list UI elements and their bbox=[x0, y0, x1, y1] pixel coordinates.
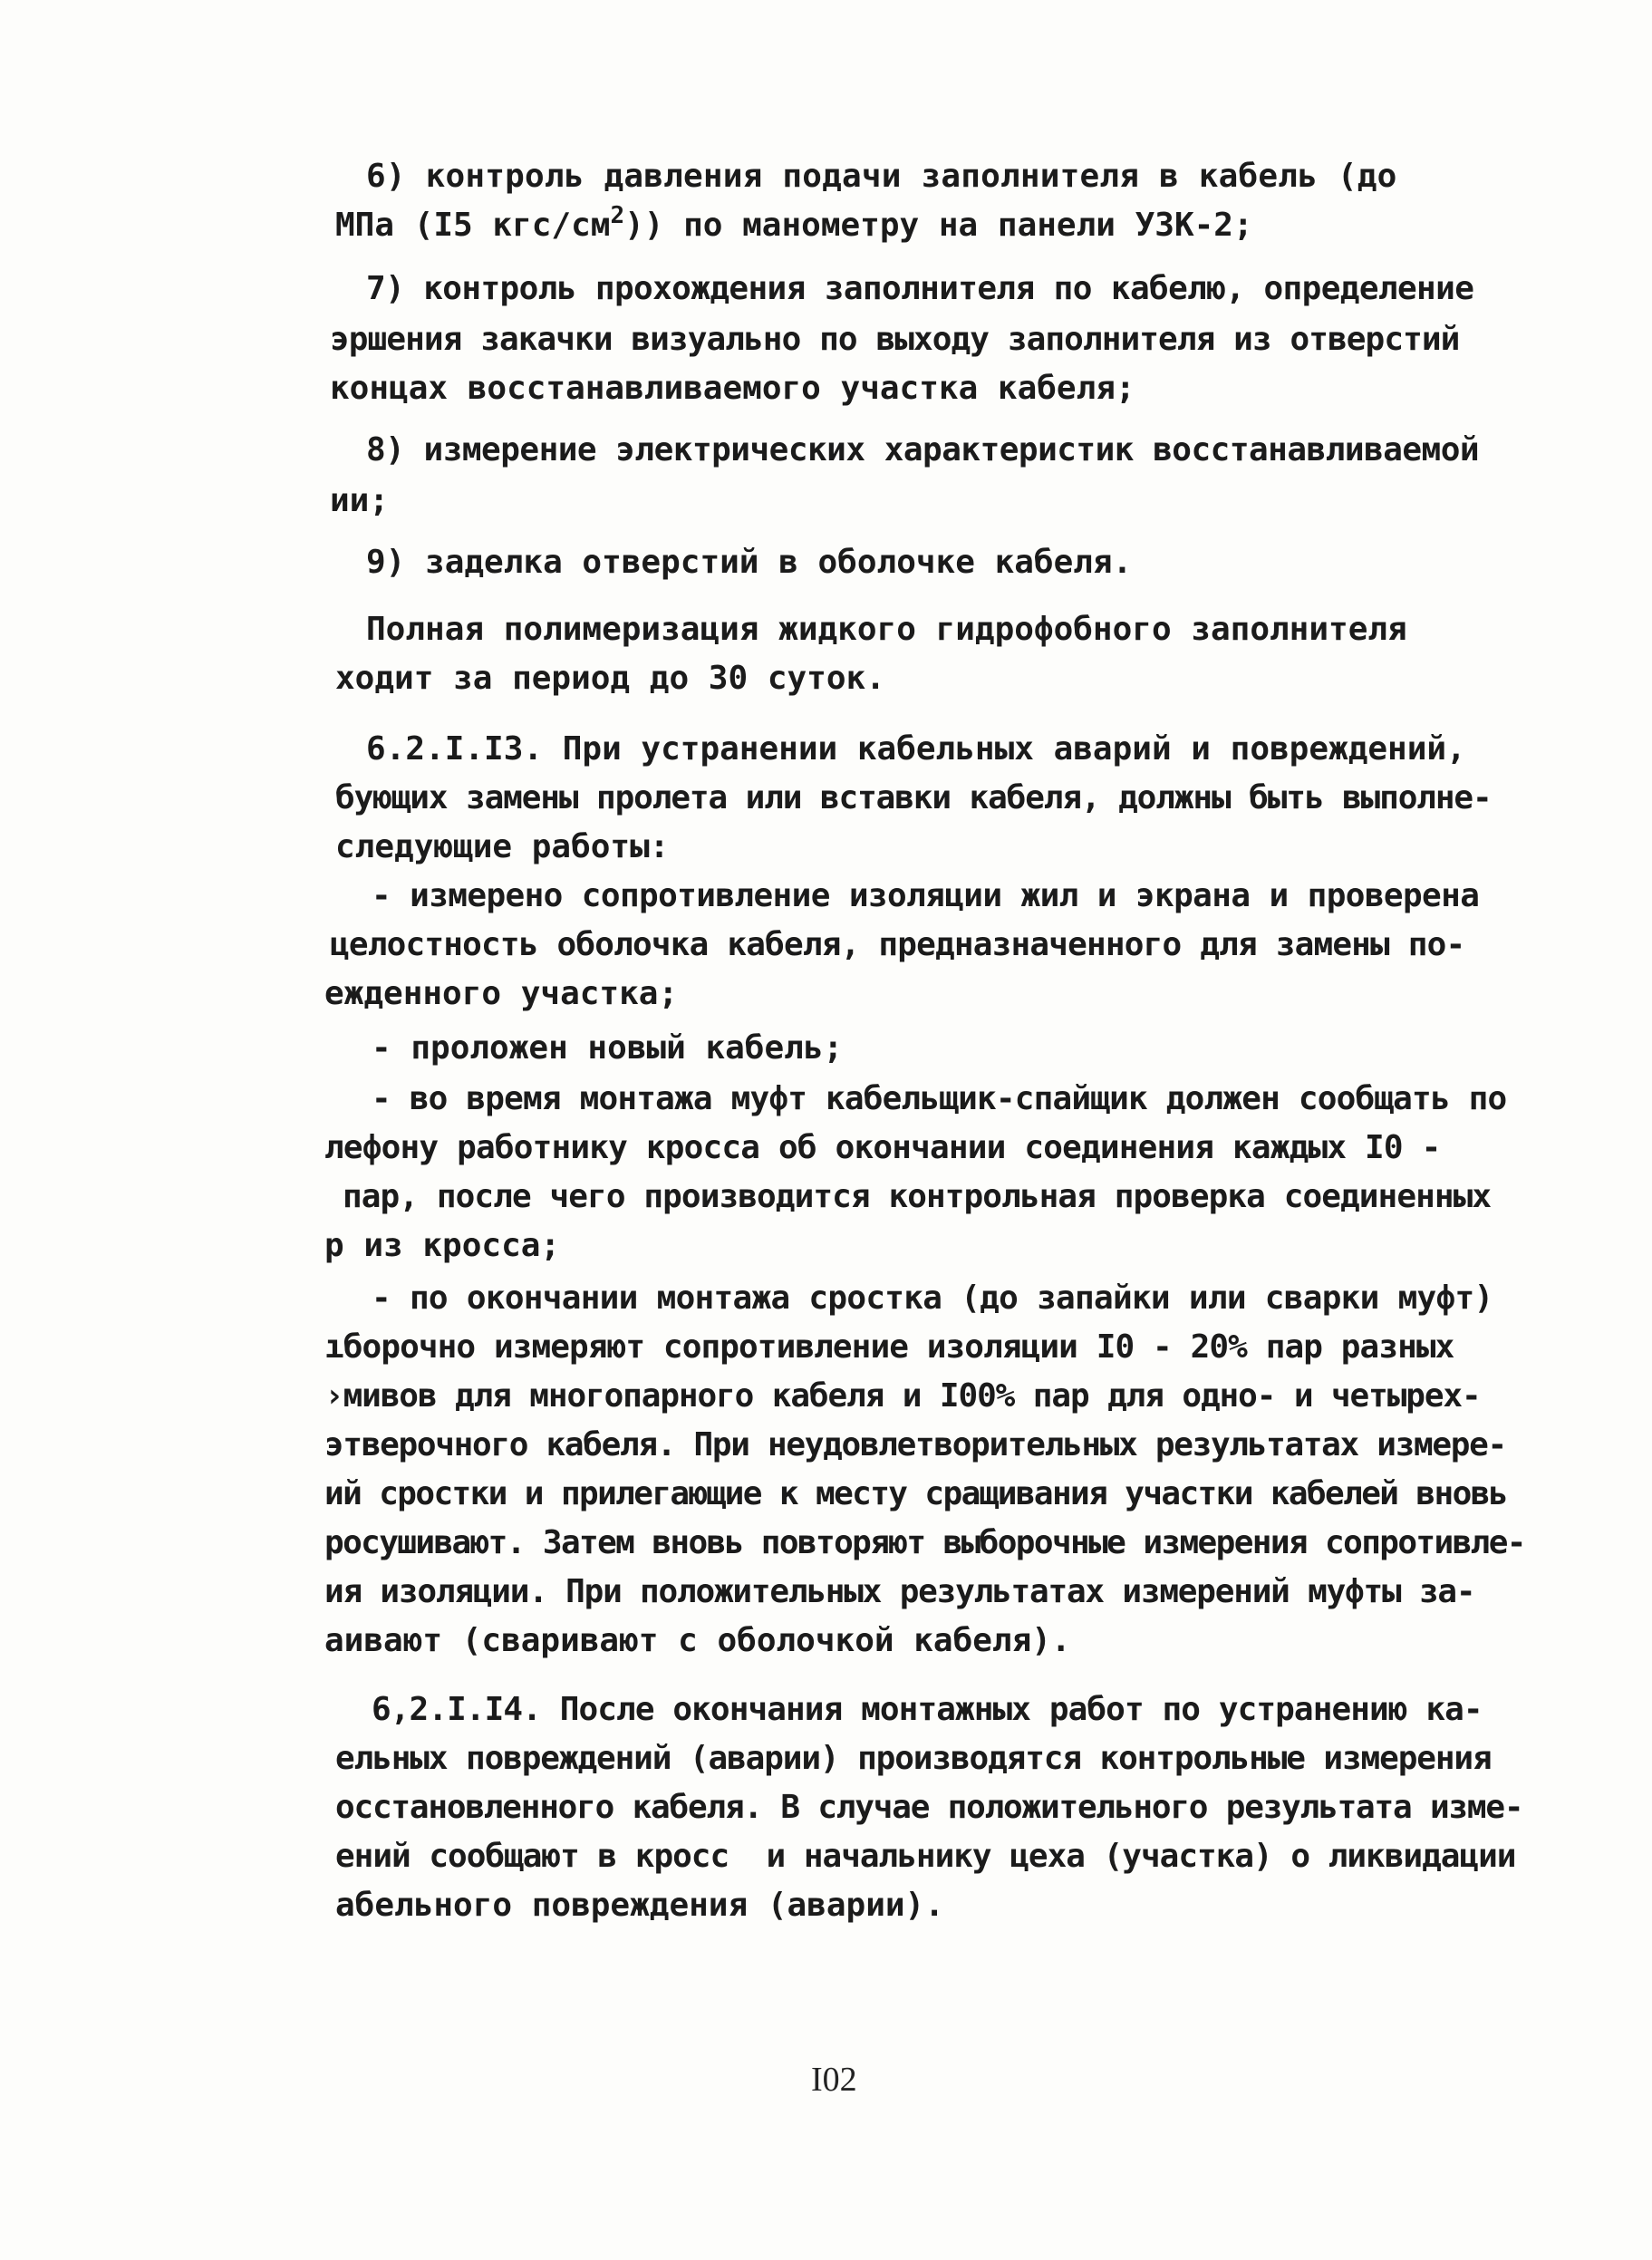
text-line: ии; bbox=[330, 482, 390, 519]
text-fragment: МПа (I5 кгс/см bbox=[335, 207, 611, 244]
text-line: 6) контроль давления подачи заполнителя в кабель (до bbox=[366, 158, 1397, 195]
text-line: следующие работы: bbox=[335, 828, 670, 865]
text-line bbox=[335, 201, 1253, 250]
text-line: пар, после чего производится контрольная проверка соединенных bbox=[343, 1178, 1492, 1215]
text-line: ›мивов для многопарного кабеля и I00% пар для одно- и четырех- bbox=[324, 1377, 1481, 1415]
text-line: 6.2.I.I3. При устранении кабельных аварий и повреждений, bbox=[366, 730, 1466, 768]
text-line: - во время монтажа муфт кабельщик-спайщик должен сообщать по bbox=[372, 1080, 1507, 1117]
superscript: 2 bbox=[610, 202, 625, 229]
text-line: целостность оболочка кабеля, предназначенного для замены по- bbox=[330, 926, 1465, 963]
text-line: эршения закачки визуально по выходу заполнителя из отверстий bbox=[330, 321, 1460, 358]
text-line: - по окончании монтажа сростка (до запайки или сварки муфт) bbox=[372, 1280, 1493, 1317]
text-line: - проложен новый кабель; bbox=[372, 1029, 844, 1067]
text-line: росушивают. Затем вновь повторяют выборочные измерения сопротивле- bbox=[324, 1524, 1525, 1561]
text-line: бующих замены пролета или вставки кабеля, должны быть выполне- bbox=[335, 779, 1492, 816]
text-line: 8) измерение электрических характеристик восстанавливаемой bbox=[366, 431, 1480, 468]
text-fragment: )) по манометру на панели УЗК-2; bbox=[624, 207, 1253, 244]
text-line: ельных повреждений (аварии) производятся контрольные измерения bbox=[335, 1740, 1492, 1777]
text-line: аивают (сваривают с оболочкой кабеля). bbox=[324, 1622, 1071, 1659]
text-line: ия изоляции. При положительных результатах измерений муфты за- bbox=[324, 1573, 1475, 1610]
text-line: р из кросса; bbox=[324, 1227, 561, 1264]
text-line: ежденного участка; bbox=[324, 975, 679, 1012]
text-line: ий сростки и прилегающие к месту сращивания участки кабелей вновь bbox=[324, 1475, 1507, 1512]
text-line: ходит за период до 30 суток. bbox=[335, 660, 885, 697]
text-line: лефону работнику кросса об окончании соединения каждых I0 - bbox=[324, 1129, 1441, 1166]
text-line: концах восстанавливаемого участка кабеля; bbox=[330, 370, 1135, 407]
text-line: ений сообщают в кросс и начальнику цеха (участка) о ликвидации bbox=[335, 1838, 1516, 1875]
text-line: - измерено сопротивление изоляции жил и экрана и проверена bbox=[372, 877, 1480, 914]
text-line: осстановленного кабеля. В случае положительного результата изме- bbox=[335, 1789, 1523, 1826]
text-line: этверочного кабеля. При неудовлетворительных результатах измере- bbox=[324, 1426, 1506, 1463]
text-line: Полная полимеризация жидкого гидрофобного заполнителя bbox=[366, 611, 1407, 648]
text-line: 7) контроль прохождения заполнителя по кабелю, определение bbox=[366, 270, 1474, 307]
text-line: абельного повреждения (аварии). bbox=[335, 1887, 944, 1924]
text-line: ıборочно измеряют сопротивление изоляции I0 - 20% пар разных bbox=[324, 1328, 1454, 1366]
page-number: I02 bbox=[811, 2061, 857, 2099]
text-line: 9) заделка отверстий в оболочке кабеля. bbox=[366, 544, 1133, 581]
text-line: 6,2.I.I4. После окончания монтажных работ по устранению ка- bbox=[372, 1691, 1483, 1728]
